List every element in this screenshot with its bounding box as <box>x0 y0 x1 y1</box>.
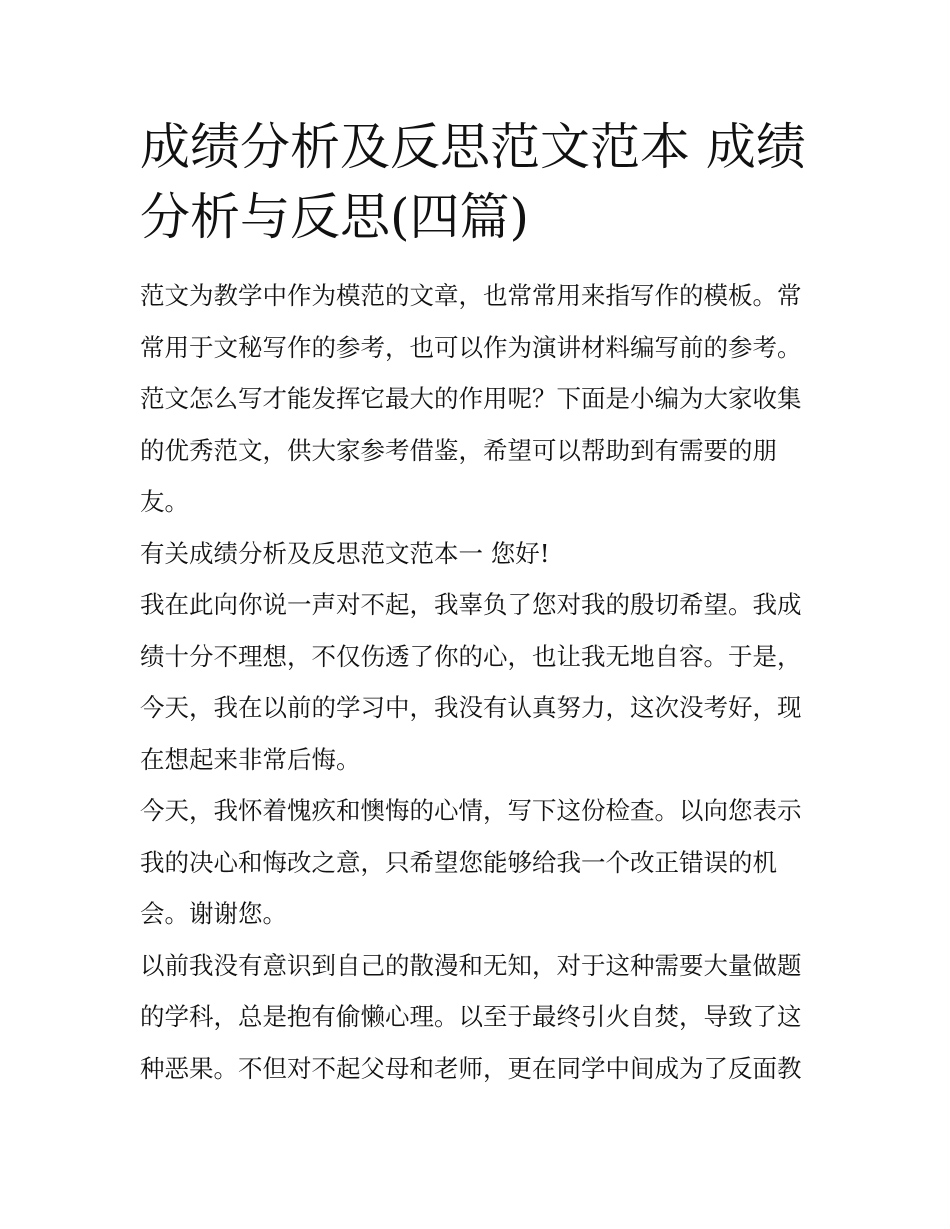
body-paragraph-1: 我在此向你说一声对不起，我辜负了您对我的殷切希望。我成绩十分不理想，不仅伤透了你的心，也让我无地自容。于是，今天，我在以前的学习中，我没有认真努力，这次没考好，现在想起来非常后悔。 <box>140 590 802 774</box>
section-heading-paragraph: 有关成绩分析及反思范文范本一 您好! <box>140 538 550 568</box>
intro-paragraph: 范文为教学中作为模范的文章，也常常用来指写作的模板。常常用于文秘写作的参考，也可以作为演讲材料编写前的参考。范文怎么写才能发挥它最大的作用呢？下面是小编为大家收集的优秀范文，供大家参考借鉴，希望可以帮助到有需要的朋友。 <box>140 281 802 516</box>
document-body <box>140 112 812 1094</box>
body-paragraph-3: 以前我没有意识到自己的散漫和无知，对于这种需要大量做题的学科，总是抱有偷懒心理。以至于最终引火自焚，导致了这种恶果。不但对不起父母和老师，更在同学中间成为了反面教 <box>140 950 802 1083</box>
document-title: 成绩分析及反思范文范本 成绩分析与反思(四篇) <box>140 118 806 246</box>
body-paragraph-2: 今天，我怀着愧疚和懊悔的心情，写下这份检查。以向您表示我的决心和悔改之意，只希望您能够给我一个改正错误的机会。谢谢您。 <box>140 796 802 928</box>
